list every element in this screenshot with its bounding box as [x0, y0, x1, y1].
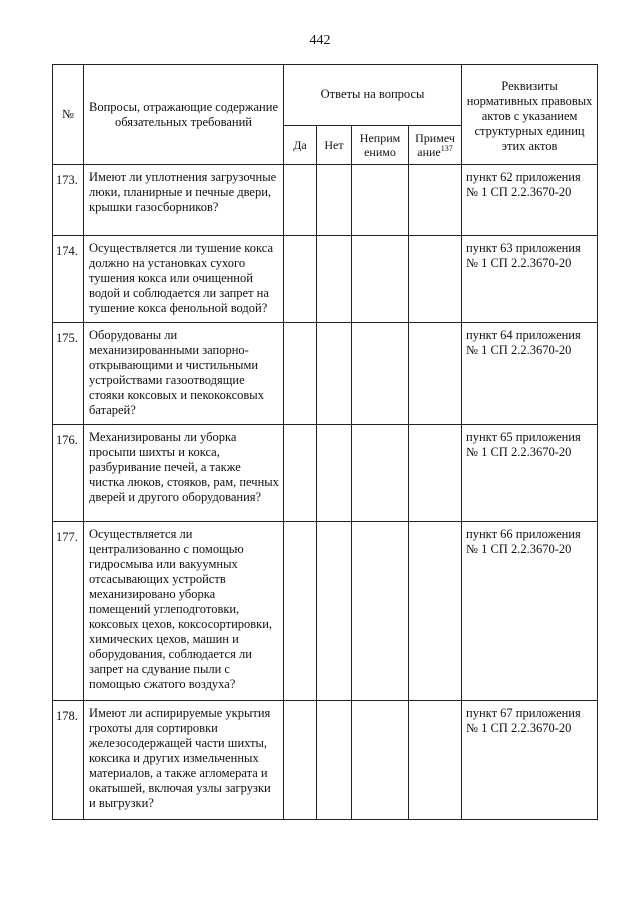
page-number: 442 — [309, 33, 331, 48]
row-number: 178. — [53, 701, 84, 820]
row-question: Имеют ли аспирируемые укрытия грохоты для сортировки железосодержащей части шихты, коксика и других измельченных материалов, а также агломерата и окатышей, включая узлы загрузки и выгрузки? — [84, 701, 284, 820]
table-row — [53, 236, 598, 323]
answer-not-applicable-cell[interactable] — [352, 522, 409, 701]
row-number: 176. — [53, 425, 84, 522]
header-no: Нет — [317, 125, 352, 164]
row-reference: пункт 62 приложения № 1 СП 2.2.3670-20 — [462, 165, 598, 236]
table-row — [53, 425, 598, 522]
table-row — [53, 701, 598, 820]
header-questions: Вопросы, отражающие содержание обязательных требований — [84, 65, 284, 165]
row-question: Имеют ли уплотнения загрузочные люки, планирные и печные двери, крышки газосборников? — [84, 165, 284, 236]
answer-not-applicable-cell[interactable] — [352, 425, 409, 522]
requirements-table — [52, 64, 598, 820]
header-answers: Ответы на вопросы — [284, 65, 462, 126]
answer-no-cell[interactable] — [317, 323, 352, 425]
table-row — [53, 165, 598, 236]
footnote-ref: 137 — [440, 143, 453, 153]
answer-not-applicable-cell[interactable] — [352, 323, 409, 425]
header-requisites: Реквизиты нормативных правовых актов с указанием структурных единиц этих актов — [462, 65, 598, 165]
row-number: 175. — [53, 323, 84, 425]
table-row — [53, 323, 598, 425]
header-not-applicable: Неприм енимо — [352, 125, 409, 164]
row-reference: пункт 64 приложения № 1 СП 2.2.3670-20 — [462, 323, 598, 425]
answer-no-cell[interactable] — [317, 701, 352, 820]
answer-no-cell[interactable] — [317, 165, 352, 236]
answer-yes-cell[interactable] — [284, 236, 317, 323]
row-reference: пункт 66 приложения № 1 СП 2.2.3670-20 — [462, 522, 598, 701]
header-yes: Да — [284, 125, 317, 164]
row-question: Осуществляется ли централизованно с помощью гидросмыва или вакуумных отсасывающих устройств механизировано уборка помещений углеподготовки, коксовых цехов, коксосортировки, химических цехов, машин и оборудования, соблюдается ли запрет на сдувание пыли с помощью сжатого воздуха? — [84, 522, 284, 701]
header-number: № — [53, 65, 84, 165]
row-number: 174. — [53, 236, 84, 323]
row-reference: пункт 65 приложения № 1 СП 2.2.3670-20 — [462, 425, 598, 522]
answer-note-cell[interactable] — [409, 236, 462, 323]
answer-not-applicable-cell[interactable] — [352, 165, 409, 236]
answer-yes-cell[interactable] — [284, 425, 317, 522]
answer-not-applicable-cell[interactable] — [352, 236, 409, 323]
answer-no-cell[interactable] — [317, 425, 352, 522]
header-note-text: Примеч ание — [415, 130, 455, 159]
row-reference: пункт 67 приложения № 1 СП 2.2.3670-20 — [462, 701, 598, 820]
answer-note-cell[interactable] — [409, 165, 462, 236]
answer-no-cell[interactable] — [317, 522, 352, 701]
row-number: 173. — [53, 165, 84, 236]
answer-note-cell[interactable] — [409, 522, 462, 701]
answer-yes-cell[interactable] — [284, 701, 317, 820]
header-note — [409, 125, 462, 164]
answer-no-cell[interactable] — [317, 236, 352, 323]
answer-yes-cell[interactable] — [284, 522, 317, 701]
answer-note-cell[interactable] — [409, 425, 462, 522]
answer-note-cell[interactable] — [409, 323, 462, 425]
answer-note-cell[interactable] — [409, 701, 462, 820]
row-reference: пункт 63 приложения № 1 СП 2.2.3670-20 — [462, 236, 598, 323]
row-question: Осуществляется ли тушение кокса должно на установках сухого тушения кокса или очищенной водой и соблюдается ли запрет на тушение кокса фенольной водой? — [84, 236, 284, 323]
table-row — [53, 522, 598, 701]
answer-not-applicable-cell[interactable] — [352, 701, 409, 820]
answer-yes-cell[interactable] — [284, 323, 317, 425]
answer-yes-cell[interactable] — [284, 165, 317, 236]
row-number: 177. — [53, 522, 84, 701]
row-question: Механизированы ли уборка просыпи шихты и кокса, разбуривание печей, а также чистка люков, стояков, рам, печных дверей и другого оборудования? — [84, 425, 284, 522]
row-question: Оборудованы ли механизированными запорно-открывающими и чистильными устройствами газоотводящие стояки коксовых и пекококсовых батарей? — [84, 323, 284, 425]
